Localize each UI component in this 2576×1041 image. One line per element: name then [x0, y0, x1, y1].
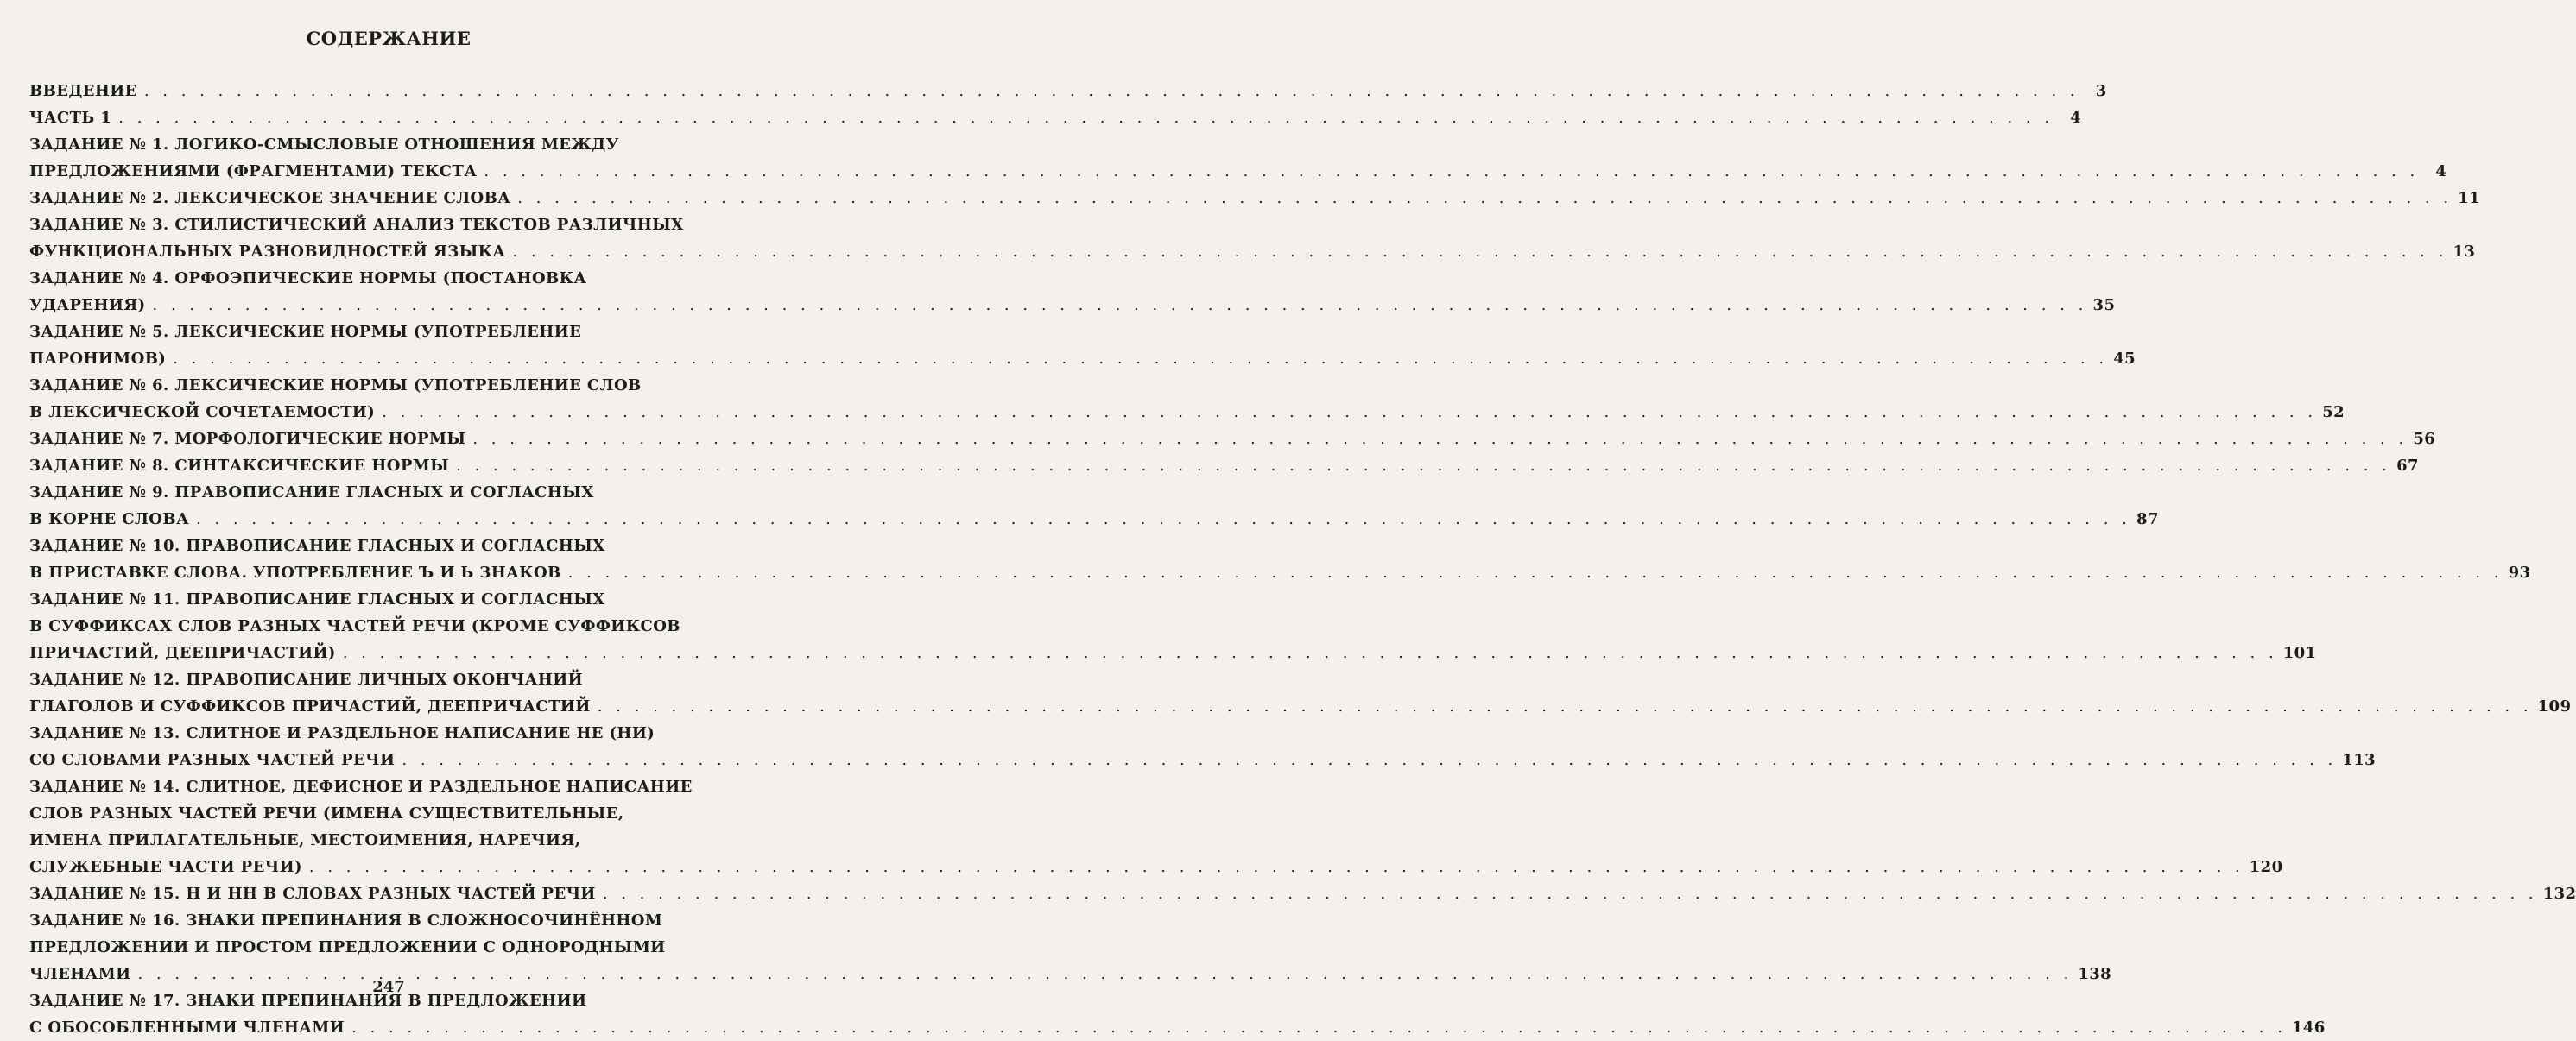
dot-leader: . . . . . . . . . . . . . . . . . . . . . . . . . . . . . . . . . . . . . . . . . . . . . . . . . . . . . . . . . . . . . . . . . . . . . . . . . . . . . . . . . . . . . . . . . . . . . . . . . . . . . . . . . [308, 858, 2244, 876]
toc-entry-title-line: ЗАДАНИЕ № 4. ОРФОЭПИЧЕСКИЕ НОРМЫ (ПОСТАНОВКА [29, 269, 587, 287]
toc-entry-final-line [29, 452, 2419, 479]
toc-entry-title-line: В ПРИСТАВКЕ СЛОВА. УПОТРЕБЛЕНИЕ Ъ И Ь ЗНАКОВ [29, 564, 561, 582]
toc-entry-final-line [29, 292, 2116, 319]
dot-leader: . . . . . . . . . . . . . . . . . . . . . . . . . . . . . . . . . . . . . . . . . . . . . . . . . . . . . . . . . . . . . . . . . . . . . . . . . . . . . . . . . . . . . . . . . . . . . . . . . . . . . . . . . [517, 189, 2453, 207]
toc-entry-page-number: 45 [2113, 350, 2136, 368]
dot-leader: . . . . . . . . . . . . . . . . . . . . . . . . . . . . . . . . . . . . . . . . . . . . . . . . . . . . . . . . . . . . . . . . . . . . . . . . . . . . . . . . . . . . . . . . . . . . . . . . . . . . . . . . . [484, 162, 2420, 180]
toc-entry [29, 104, 2082, 131]
toc-entry-final-line [29, 238, 2476, 265]
toc-entry [29, 78, 2107, 104]
toc-entry-title-line: ПАРОНИМОВ) [29, 350, 167, 368]
toc-entry [29, 586, 2317, 666]
toc-entry-page-number: 67 [2396, 457, 2419, 475]
toc-entry-title-line: ЗАДАНИЕ № 8. СИНТАКСИЧЕСКИЕ НОРМЫ [29, 457, 450, 475]
toc-entry-final-line [29, 854, 2283, 880]
toc-entry-title-line: ГЛАГОЛОВ И СУФФИКСОВ ПРИЧАСТИЙ, ДЕЕПРИЧАСТИЙ [29, 697, 591, 716]
toc-entry-title-line: В СУФФИКСАХ СЛОВ РАЗНЫХ ЧАСТЕЙ РЕЧИ (КРОМЕ СУФФИКСОВ [29, 617, 680, 635]
toc-entry-final-line [29, 104, 2082, 131]
toc-entry [29, 452, 2419, 479]
toc-entry-title-line: ЗАДАНИЕ № 6. ЛЕКСИЧЕСКИЕ НОРМЫ (УПОТРЕБЛЕНИЕ СЛОВ [29, 376, 642, 394]
toc-entry-final-line [29, 345, 2136, 372]
toc-entry-final-line [29, 880, 2576, 907]
toc-entry-page-number: 109 [2537, 697, 2572, 716]
toc-entry-final-line [29, 185, 2481, 211]
dot-leader: . . . . . . . . . . . . . . . . . . . . . . . . . . . . . . . . . . . . . . . . . . . . . . . . . . . . . . . . . . . . . . . . . . . . . . . . . . . . . . . . . . . . . . . . . . . . . . . . . . . . . . . . . [137, 965, 2073, 983]
dot-leader: . . . . . . . . . . . . . . . . . . . . . . . . . . . . . . . . . . . . . . . . . . . . . . . . . . . . . . . . . . . . . . . . . . . . . . . . . . . . . . . . . . . . . . . . . . . . . . . . . . . . . . . . . [118, 109, 2054, 127]
table-of-contents [29, 78, 2576, 1041]
toc-entry-title-line: ЗАДАНИЕ № 3. СТИЛИСТИЧЕСКИЙ АНАЛИЗ ТЕКСТОВ РАЗЛИЧНЫХ [29, 216, 684, 234]
toc-entry-page-number: 35 [2092, 296, 2116, 314]
toc-entry [29, 211, 2476, 265]
toc-entry-title-line: ЗАДАНИЕ № 1. ЛОГИКО-СМЫСЛОВЫЕ ОТНОШЕНИЯ МЕЖДУ [29, 136, 619, 154]
dot-leader: . . . . . . . . . . . . . . . . . . . . . . . . . . . . . . . . . . . . . . . . . . . . . . . . . . . . . . . . . . . . . . . . . . . . . . . . . . . . . . . . . . . . . . . . . . . . . . . . . . . . . . . . . [456, 457, 2391, 475]
toc-entry-final-line [29, 399, 2345, 426]
toc-entry-page-number: 132 [2542, 885, 2576, 903]
toc-entry-page-number: 87 [2136, 510, 2159, 528]
toc-entry-final-line [29, 640, 2317, 666]
dot-leader: . . . . . . . . . . . . . . . . . . . . . . . . . . . . . . . . . . . . . . . . . . . . . . . . . . . . . . . . . . . . . . . . . . . . . . . . . . . . . . . . . . . . . . . . . . . . . . . . . . . . . . . . . [152, 296, 2088, 314]
toc-entry-title-line: В ЛЕКСИЧЕСКОЙ СОЧЕТАЕМОСТИ) [29, 403, 376, 421]
toc-entry-title-line: СЛУЖЕБНЫЕ ЧАСТИ РЕЧИ) [29, 858, 302, 876]
toc-entry [29, 880, 2576, 907]
toc-entry-title-line: ЗАДАНИЕ № 13. СЛИТНОЕ И РАЗДЕЛЬНОЕ НАПИСАНИЕ НЕ (НИ) [29, 724, 655, 742]
toc-entry-page-number: 120 [2249, 858, 2283, 876]
toc-entry-title-line: С ОБОСОБЛЕННЫМИ ЧЛЕНАМИ [29, 1019, 345, 1037]
toc-entry [29, 773, 2283, 880]
dot-leader: . . . . . . . . . . . . . . . . . . . . . . . . . . . . . . . . . . . . . . . . . . . . . . . . . . . . . . . . . . . . . . . . . . . . . . . . . . . . . . . . . . . . . . . . . . . . . . . . . . . . . . . . . [196, 510, 2131, 528]
dot-leader: . . . . . . . . . . . . . . . . . . . . . . . . . . . . . . . . . . . . . . . . . . . . . . . . . . . . . . . . . . . . . . . . . . . . . . . . . . . . . . . . . . . . . . . . . . . . . . . . . . . . . . . . . [342, 644, 2278, 662]
toc-entry [29, 185, 2481, 211]
dot-leader: . . . . . . . . . . . . . . . . . . . . . . . . . . . . . . . . . . . . . . . . . . . . . . . . . . . . . . . . . . . . . . . . . . . . . . . . . . . . . . . . . . . . . . . . . . . . . . . . . . . . . . . . . [472, 430, 2408, 448]
toc-entry-final-line [29, 1014, 2326, 1041]
toc-entry-page-number: 56 [2413, 430, 2436, 448]
toc-entry-page-number: 101 [2282, 644, 2317, 662]
toc-entry-final-line [29, 158, 2447, 185]
dot-leader: . . . . . . . . . . . . . . . . . . . . . . . . . . . . . . . . . . . . . . . . . . . . . . . . . . . . . . . . . . . . . . . . . . . . . . . . . . . . . . . . . . . . . . . . . . . . . . . . . . . . . . . . . [382, 403, 2318, 421]
toc-entry-page-number: 11 [2458, 189, 2481, 207]
toc-entry-title-line: ПРИЧАСТИЙ, ДЕЕПРИЧАСТИЙ) [29, 644, 336, 662]
toc-entry-final-line [29, 747, 2377, 773]
toc-entry-title-line: ЗАДАНИЕ № 12. ПРАВОПИСАНИЕ ЛИЧНЫХ ОКОНЧАНИЙ [29, 671, 584, 689]
page-title: СОДЕРЖАНИЕ [306, 28, 472, 49]
dot-leader: . . . . . . . . . . . . . . . . . . . . . . . . . . . . . . . . . . . . . . . . . . . . . . . . . . . . . . . . . . . . . . . . . . . . . . . . . . . . . . . . . . . . . . . . . . . . . . . . . . . . . . . . . [143, 82, 2079, 100]
toc-entry [29, 426, 2436, 452]
toc-entry-title-line: В КОРНЕ СЛОВА [29, 510, 190, 528]
toc-entry-page-number: 113 [2342, 751, 2377, 769]
toc-entry [29, 533, 2531, 586]
dot-leader: . . . . . . . . . . . . . . . . . . . . . . . . . . . . . . . . . . . . . . . . . . . . . . . . . . . . . . . . . . . . . . . . . . . . . . . . . . . . . . . . . . . . . . . . . . . . . . . . . . . . . . . . . [402, 751, 2338, 769]
toc-entry [29, 319, 2136, 372]
toc-entry [29, 131, 2447, 185]
toc-entry-page-number: 138 [2078, 965, 2112, 983]
toc-entry-title-line: ЗАДАНИЕ № 14. СЛИТНОЕ, ДЕФИСНОЕ И РАЗДЕЛЬНОЕ НАПИСАНИЕ [29, 778, 693, 796]
toc-entry-title-line: ЗАДАНИЕ № 17. ЗНАКИ ПРЕПИНАНИЯ В ПРЕДЛОЖЕНИИ [29, 992, 587, 1010]
toc-entry-title-line: ПРЕДЛОЖЕНИИ И ПРОСТОМ ПРЕДЛОЖЕНИИ С ОДНОРОДНЫМИ [29, 938, 666, 956]
toc-entry-title-line: ЗАДАНИЕ № 7. МОРФОЛОГИЧЕСКИЕ НОРМЫ [29, 430, 466, 448]
toc-entry-title-line: ВВЕДЕНИЕ [29, 82, 137, 100]
toc-entry [29, 666, 2572, 720]
dot-leader: . . . . . . . . . . . . . . . . . . . . . . . . . . . . . . . . . . . . . . . . . . . . . . . . . . . . . . . . . . . . . . . . . . . . . . . . . . . . . . . . . . . . . . . . . . . . . . . . . . . . . . . . . [602, 885, 2538, 903]
toc-entry-page-number: 93 [2508, 564, 2531, 582]
toc-entry-title-line: СЛОВ РАЗНЫХ ЧАСТЕЙ РЕЧИ (ИМЕНА СУЩЕСТВИТЕЛЬНЫЕ, [29, 804, 624, 823]
dot-leader: . . . . . . . . . . . . . . . . . . . . . . . . . . . . . . . . . . . . . . . . . . . . . . . . . . . . . . . . . . . . . . . . . . . . . . . . . . . . . . . . . . . . . . . . . . . . . . . . . . . . . . . . . [597, 697, 2533, 716]
page-number: 247 [372, 978, 405, 996]
dot-leader: . . . . . . . . . . . . . . . . . . . . . . . . . . . . . . . . . . . . . . . . . . . . . . . . . . . . . . . . . . . . . . . . . . . . . . . . . . . . . . . . . . . . . . . . . . . . . . . . . . . . . . . . . [351, 1019, 2287, 1037]
dot-leader: . . . . . . . . . . . . . . . . . . . . . . . . . . . . . . . . . . . . . . . . . . . . . . . . . . . . . . . . . . . . . . . . . . . . . . . . . . . . . . . . . . . . . . . . . . . . . . . . . . . . . . . . . [567, 564, 2503, 582]
dot-leader: . . . . . . . . . . . . . . . . . . . . . . . . . . . . . . . . . . . . . . . . . . . . . . . . . . . . . . . . . . . . . . . . . . . . . . . . . . . . . . . . . . . . . . . . . . . . . . . . . . . . . . . . . [512, 243, 2448, 261]
toc-entry [29, 372, 2345, 426]
toc-entry-final-line [29, 78, 2107, 104]
toc-entry-title-line: ПРЕДЛОЖЕНИЯМИ (ФРАГМЕНТАМИ) ТЕКСТА [29, 162, 478, 180]
toc-entry [29, 265, 2116, 319]
toc-entry-page-number: 146 [2291, 1019, 2326, 1037]
toc-entry-final-line [29, 506, 2159, 533]
toc-entry [29, 907, 2112, 987]
toc-entry-title-line: ЗАДАНИЕ № 9. ПРАВОПИСАНИЕ ГЛАСНЫХ И СОГЛАСНЫХ [29, 483, 594, 502]
toc-entry-page-number: 3 [2095, 82, 2107, 100]
toc-entry-title-line: ЗАДАНИЕ № 16. ЗНАКИ ПРЕПИНАНИЯ В СЛОЖНОСОЧИНЁННОМ [29, 912, 663, 930]
toc-entry-title-line: ЗАДАНИЕ № 2. ЛЕКСИЧЕСКОЕ ЗНАЧЕНИЕ СЛОВА [29, 189, 511, 207]
toc-entry-final-line [29, 559, 2531, 586]
toc-entry-title-line: ИМЕНА ПРИЛАГАТЕЛЬНЫЕ, МЕСТОИМЕНИЯ, НАРЕЧИЯ, [29, 831, 581, 849]
toc-entry-page-number: 52 [2322, 403, 2345, 421]
toc-entry [29, 479, 2159, 533]
toc-entry-title-line: ЧЛЕНАМИ [29, 965, 131, 983]
toc-entry-title-line: ЗАДАНИЕ № 5. ЛЕКСИЧЕСКИЕ НОРМЫ (УПОТРЕБЛЕНИЕ [29, 323, 582, 341]
toc-entry-page-number: 4 [2435, 162, 2447, 180]
toc-entry-title-line: ФУНКЦИОНАЛЬНЫХ РАЗНОВИДНОСТЕЙ ЯЗЫКА [29, 243, 506, 261]
toc-entry-title-line: УДАРЕНИЯ) [29, 296, 146, 314]
toc-entry-title-line: ЗАДАНИЕ № 11. ПРАВОПИСАНИЕ ГЛАСНЫХ И СОГЛАСНЫХ [29, 590, 605, 609]
toc-entry-title-line: ЗАДАНИЕ № 15. Н И НН В СЛОВАХ РАЗНЫХ ЧАСТЕЙ РЕЧИ [29, 885, 596, 903]
dot-leader: . . . . . . . . . . . . . . . . . . . . . . . . . . . . . . . . . . . . . . . . . . . . . . . . . . . . . . . . . . . . . . . . . . . . . . . . . . . . . . . . . . . . . . . . . . . . . . . . . . . . . . . . . [173, 350, 2109, 368]
toc-entry-title-line: ЧАСТЬ 1 [29, 109, 112, 127]
toc-entry-title-line: ЗАДАНИЕ № 10. ПРАВОПИСАНИЕ ГЛАСНЫХ И СОГЛАСНЫХ [29, 537, 605, 555]
toc-entry-page-number: 13 [2453, 243, 2476, 261]
toc-entry-final-line [29, 693, 2572, 720]
toc-entry [29, 720, 2377, 773]
toc-entry-final-line [29, 426, 2436, 452]
toc-entry-title-line: СО СЛОВАМИ РАЗНЫХ ЧАСТЕЙ РЕЧИ [29, 751, 396, 769]
toc-entry-page-number: 4 [2070, 109, 2082, 127]
